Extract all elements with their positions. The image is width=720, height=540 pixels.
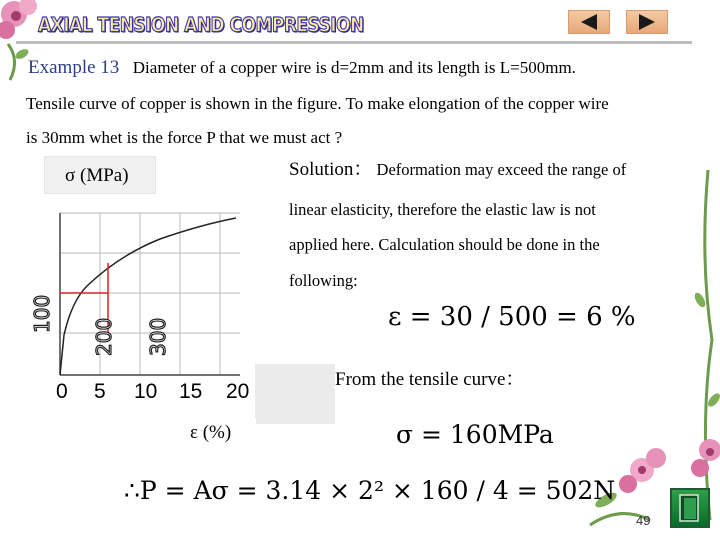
x-axis-label-box bbox=[172, 418, 256, 450]
force-equation: ∴P = Aσ = 3.14 × 2² × 160 / 4 = 502N bbox=[124, 476, 616, 505]
solution-line-1 bbox=[289, 152, 626, 188]
example-label: Example 13 bbox=[28, 57, 120, 78]
y-axis-label-box bbox=[44, 156, 156, 194]
y-tick-300: 300 bbox=[146, 317, 170, 356]
x-tick-10: 10 bbox=[134, 380, 158, 403]
problem-line-2: Tensile curve of copper is shown in the figure. To make elongation of the copper wire bbox=[26, 94, 609, 113]
x-tick-0: 0 bbox=[56, 380, 68, 403]
y-tick-200: 200 bbox=[92, 317, 116, 356]
exit-button[interactable] bbox=[670, 488, 710, 528]
solution-text-1: Deformation may exceed the range of bbox=[376, 160, 627, 179]
triangle-left-icon bbox=[577, 13, 601, 31]
exit-icon bbox=[677, 493, 703, 523]
solution-text-3: applied here. Calculation should be done in the bbox=[289, 235, 600, 254]
slide-title: AXIAL TENSION AND COMPRESSION bbox=[38, 14, 364, 37]
problem-text-1: Diameter of a copper wire is d=2mm and its length is L=500mm. bbox=[132, 58, 576, 77]
header-divider bbox=[16, 41, 692, 44]
solution-heading: Solution： bbox=[289, 159, 373, 180]
vine-right bbox=[691, 170, 720, 520]
y-axis-label: σ (MPa) bbox=[65, 165, 129, 186]
x-tick-5: 5 bbox=[94, 380, 106, 403]
y-tick-100: 100 bbox=[30, 294, 54, 333]
strain-equation: ε = 30 / 500 = 6 % bbox=[388, 302, 636, 332]
x-tick-20: 20 bbox=[226, 380, 250, 403]
x-tick-15: 15 bbox=[179, 380, 203, 403]
shaded-tile bbox=[255, 364, 335, 424]
triangle-right-icon bbox=[635, 13, 659, 31]
problem-line-3: is 30mm whet is the force P that we must act ? bbox=[26, 128, 343, 147]
x-axis-label: ε (%) bbox=[190, 422, 232, 443]
from-curve-text: From the tensile curve： bbox=[335, 369, 525, 390]
prev-button[interactable] bbox=[568, 10, 610, 34]
next-button[interactable] bbox=[626, 10, 668, 34]
problem-line-1 bbox=[28, 56, 576, 79]
solution-text-2: linear elasticity, therefore the elastic law is not bbox=[289, 200, 596, 219]
stress-equation: σ = 160MPa bbox=[396, 420, 554, 449]
page-number: 49 bbox=[636, 513, 651, 528]
solution-text-4: following: bbox=[289, 271, 358, 290]
